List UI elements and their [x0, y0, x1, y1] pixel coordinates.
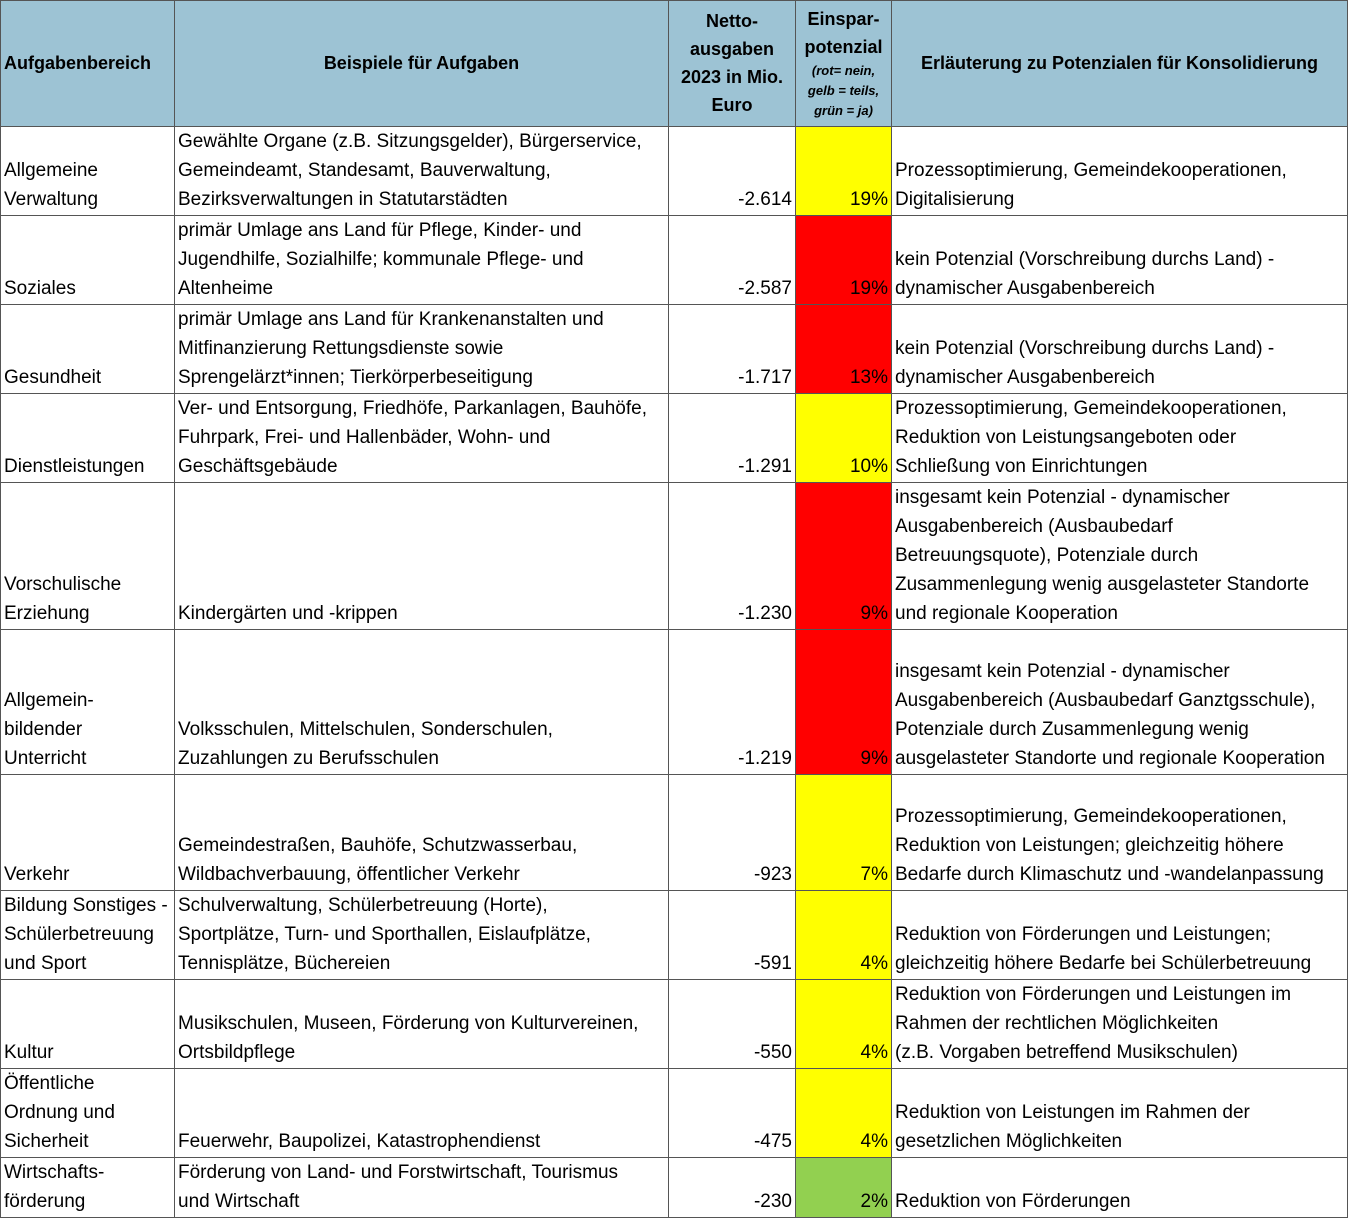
- table-row: [1, 305, 1348, 394]
- explanation-line: gleichzeitig höhere Bedarfe bei Schülerbetreuung: [895, 953, 1312, 974]
- cell-net-expenses: -1.230: [669, 483, 796, 630]
- area-line: Öffentliche: [4, 1073, 95, 1094]
- cell-net-expenses: -923: [669, 775, 796, 891]
- header-net-line: 2023 in Mio.: [680, 67, 784, 87]
- area-line: Ordnung und: [4, 1102, 115, 1123]
- explanation-line: kein Potenzial (Vorschreibung durchs Land) -: [895, 249, 1275, 270]
- table-row: [1, 216, 1348, 305]
- area-line: förderung: [4, 1191, 86, 1212]
- explanation-line: (z.B. Vorgaben betreffend Musikschulen): [895, 1042, 1238, 1063]
- examples-line: Schulverwaltung, Schülerbetreuung (Horte),: [178, 895, 548, 916]
- area-line: Unterricht: [4, 748, 87, 769]
- area-line: Erziehung: [4, 603, 90, 624]
- examples-line: primär Umlage ans Land für Krankenanstalten und: [178, 309, 604, 330]
- cell-explanation: [892, 1069, 1348, 1158]
- cell-examples: [175, 1069, 669, 1158]
- examples-line: Tennisplätze, Büchereien: [178, 953, 391, 974]
- cell-area: [1, 127, 175, 216]
- cell-net-expenses: -2.614: [669, 127, 796, 216]
- cell-savings-potential: 10%: [796, 394, 892, 483]
- explanation-line: kein Potenzial (Vorschreibung durchs Land) -: [895, 338, 1275, 359]
- cell-savings-potential: 4%: [796, 1069, 892, 1158]
- cell-savings-potential: 9%: [796, 483, 892, 630]
- cell-examples: [175, 127, 669, 216]
- cell-area: [1, 775, 175, 891]
- cell-area: [1, 394, 175, 483]
- examples-line: Förderung von Land- und Forstwirtschaft, Tourismus: [178, 1162, 619, 1183]
- header-row: [1, 1, 1348, 127]
- examples-line: Feuerwehr, Baupolizei, Katastrophendienst: [178, 1131, 541, 1152]
- cell-examples: [175, 775, 669, 891]
- area-line: Sicherheit: [4, 1131, 89, 1152]
- header-net-line: Euro: [711, 95, 753, 115]
- header-net-expenses: [669, 1, 796, 127]
- cell-net-expenses: -2.587: [669, 216, 796, 305]
- explanation-line: Ausgabenbereich (Ausbaubedarf Ganztgsschule),: [895, 690, 1316, 711]
- explanation-line: Digitalisierung: [895, 189, 1015, 210]
- cell-area: [1, 891, 175, 980]
- area-line: Allgemeine: [4, 160, 98, 181]
- area-line: Allgemein-: [4, 690, 94, 711]
- cell-savings-potential: 19%: [796, 216, 892, 305]
- table-row: [1, 127, 1348, 216]
- table-row: [1, 394, 1348, 483]
- cell-savings-potential: 19%: [796, 127, 892, 216]
- explanation-line: Rahmen der rechtlichen Möglichkeiten: [895, 1013, 1219, 1034]
- cell-savings-potential: 4%: [796, 891, 892, 980]
- explanation-line: ausgelasteter Standorte und regionale Kooperation: [895, 748, 1325, 769]
- examples-line: Sportplätze, Turn- und Sporthallen, Eislaufplätze,: [178, 924, 591, 945]
- examples-line: Wildbachverbauung, öffentlicher Verkehr: [178, 864, 520, 885]
- table-row: [1, 630, 1348, 775]
- cell-net-expenses: -1.219: [669, 630, 796, 775]
- header-potential-line: potenzial: [804, 37, 883, 57]
- table-row: [1, 1069, 1348, 1158]
- explanation-line: gesetzlichen Möglichkeiten: [895, 1131, 1123, 1152]
- explanation-line: Reduktion von Förderungen: [895, 1191, 1131, 1212]
- explanation-line: Reduktion von Förderungen und Leistungen im: [895, 984, 1292, 1005]
- examples-line: Musikschulen, Museen, Förderung von Kulturvereinen,: [178, 1013, 639, 1034]
- header-examples: Beispiele für Aufgaben: [175, 1, 669, 127]
- cell-savings-potential: 4%: [796, 980, 892, 1069]
- explanation-line: dynamischer Ausgabenbereich: [895, 278, 1155, 299]
- explanation-line: insgesamt kein Potenzial - dynamischer: [895, 487, 1230, 508]
- examples-line: Fuhrpark, Frei- und Hallenbäder, Wohn- und: [178, 427, 551, 448]
- explanation-line: insgesamt kein Potenzial - dynamischer: [895, 661, 1230, 682]
- cell-explanation: [892, 775, 1348, 891]
- cell-examples: [175, 980, 669, 1069]
- cell-net-expenses: -230: [669, 1158, 796, 1218]
- cell-savings-potential: 2%: [796, 1158, 892, 1218]
- examples-line: Bezirksverwaltungen in Statutarstädten: [178, 189, 508, 210]
- explanation-line: Reduktion von Förderungen und Leistungen;: [895, 924, 1272, 945]
- area-line: und Sport: [4, 953, 87, 974]
- header-net-line: Netto-: [706, 11, 758, 31]
- area-line: Soziales: [4, 278, 76, 299]
- header-area: Aufgabenbereich: [1, 1, 175, 127]
- explanation-line: Reduktion von Leistungsangeboten oder: [895, 427, 1237, 448]
- cell-explanation: [892, 394, 1348, 483]
- examples-line: Ver- und Entsorgung, Friedhöfe, Parkanlagen, Bauhöfe,: [178, 398, 647, 419]
- examples-line: Kindergärten und -krippen: [178, 603, 398, 624]
- cell-examples: [175, 483, 669, 630]
- cell-area: [1, 305, 175, 394]
- area-line: Dienstleistungen: [4, 456, 145, 477]
- cell-savings-potential: 13%: [796, 305, 892, 394]
- area-line: Bildung Sonstiges -: [4, 895, 168, 916]
- area-line: Verkehr: [4, 864, 70, 885]
- cell-explanation: [892, 216, 1348, 305]
- table-row: [1, 891, 1348, 980]
- table-row: [1, 1158, 1348, 1218]
- examples-line: Volksschulen, Mittelschulen, Sonderschulen,: [178, 719, 553, 740]
- explanation-line: Reduktion von Leistungen im Rahmen der: [895, 1102, 1250, 1123]
- explanation-line: und regionale Kooperation: [895, 603, 1118, 624]
- table-body: [1, 127, 1348, 1218]
- cell-area: [1, 630, 175, 775]
- cell-area: [1, 1069, 175, 1158]
- cell-examples: [175, 630, 669, 775]
- header-potential-line: Einspar-: [807, 9, 880, 29]
- cell-net-expenses: -550: [669, 980, 796, 1069]
- explanation-line: Zusammenlegung wenig ausgelasteter Standorte: [895, 574, 1310, 595]
- header-net-line: ausgaben: [689, 39, 775, 59]
- examples-line: Zuzahlungen zu Berufsschulen: [178, 748, 439, 769]
- cell-explanation: [892, 891, 1348, 980]
- cell-explanation: [892, 980, 1348, 1069]
- explanation-line: Potenziale durch Zusammenlegung wenig: [895, 719, 1249, 740]
- cell-net-expenses: -475: [669, 1069, 796, 1158]
- cell-area: [1, 483, 175, 630]
- cell-savings-potential: 9%: [796, 630, 892, 775]
- cell-savings-potential: 7%: [796, 775, 892, 891]
- cell-explanation: [892, 630, 1348, 775]
- header-explanation: Erläuterung zu Potenzialen für Konsolidierung: [892, 1, 1348, 127]
- area-line: Wirtschafts-: [4, 1162, 105, 1183]
- cell-examples: [175, 305, 669, 394]
- explanation-line: Schließung von Einrichtungen: [895, 456, 1148, 477]
- cell-explanation: [892, 483, 1348, 630]
- area-line: Vorschulische: [4, 574, 122, 595]
- explanation-line: dynamischer Ausgabenbereich: [895, 367, 1155, 388]
- explanation-line: Bedarfe durch Klimaschutz und -wandelanpassung: [895, 864, 1324, 885]
- examples-line: Geschäftsgebäude: [178, 456, 338, 477]
- cell-net-expenses: -1.717: [669, 305, 796, 394]
- area-line: Schülerbetreuung: [4, 924, 154, 945]
- cell-explanation: [892, 127, 1348, 216]
- table-row: [1, 483, 1348, 630]
- cell-net-expenses: -1.291: [669, 394, 796, 483]
- cell-examples: [175, 394, 669, 483]
- explanation-line: Reduktion von Leistungen; gleichzeitig höhere: [895, 835, 1284, 856]
- cell-area: [1, 216, 175, 305]
- examples-line: Gewählte Organe (z.B. Sitzungsgelder), Bürgerservice,: [178, 131, 642, 152]
- examples-line: Mitfinanzierung Rettungsdienste sowie: [178, 338, 504, 359]
- cell-explanation: [892, 1158, 1348, 1218]
- examples-line: Gemeindestraßen, Bauhöfe, Schutzwasserbau,: [178, 835, 578, 856]
- cell-examples: [175, 216, 669, 305]
- cell-net-expenses: -591: [669, 891, 796, 980]
- table-row: [1, 775, 1348, 891]
- explanation-line: Prozessoptimierung, Gemeindekooperationen,: [895, 398, 1287, 419]
- examples-line: Jugendhilfe, Sozialhilfe; kommunale Pflege- und: [178, 249, 584, 270]
- cell-area: [1, 1158, 175, 1218]
- explanation-line: Ausgabenbereich (Ausbaubedarf: [895, 516, 1173, 537]
- cell-examples: [175, 891, 669, 980]
- area-line: Gesundheit: [4, 367, 102, 388]
- cell-examples: [175, 1158, 669, 1218]
- examples-line: und Wirtschaft: [178, 1191, 300, 1212]
- explanation-line: Prozessoptimierung, Gemeindekooperationen,: [895, 806, 1287, 827]
- header-legend-note: (rot= nein, gelb = teils, grün = ja): [807, 63, 880, 118]
- examples-line: primär Umlage ans Land für Pflege, Kinder- und: [178, 220, 582, 241]
- cell-explanation: [892, 305, 1348, 394]
- examples-line: Ortsbildpflege: [178, 1042, 296, 1063]
- examples-line: Sprengelärzt*innen; Tierkörperbeseitigung: [178, 367, 533, 388]
- area-line: Verwaltung: [4, 189, 99, 210]
- examples-line: Gemeindeamt, Standesamt, Bauverwaltung,: [178, 160, 551, 181]
- explanation-line: Prozessoptimierung, Gemeindekooperationen,: [895, 160, 1287, 181]
- header-savings-potential: [796, 1, 892, 127]
- area-line: Kultur: [4, 1042, 54, 1063]
- area-line: bildender: [4, 719, 83, 740]
- explanation-line: Betreuungsquote), Potenziale durch: [895, 545, 1199, 566]
- table-row: [1, 980, 1348, 1069]
- cell-area: [1, 980, 175, 1069]
- examples-line: Altenheime: [178, 278, 274, 299]
